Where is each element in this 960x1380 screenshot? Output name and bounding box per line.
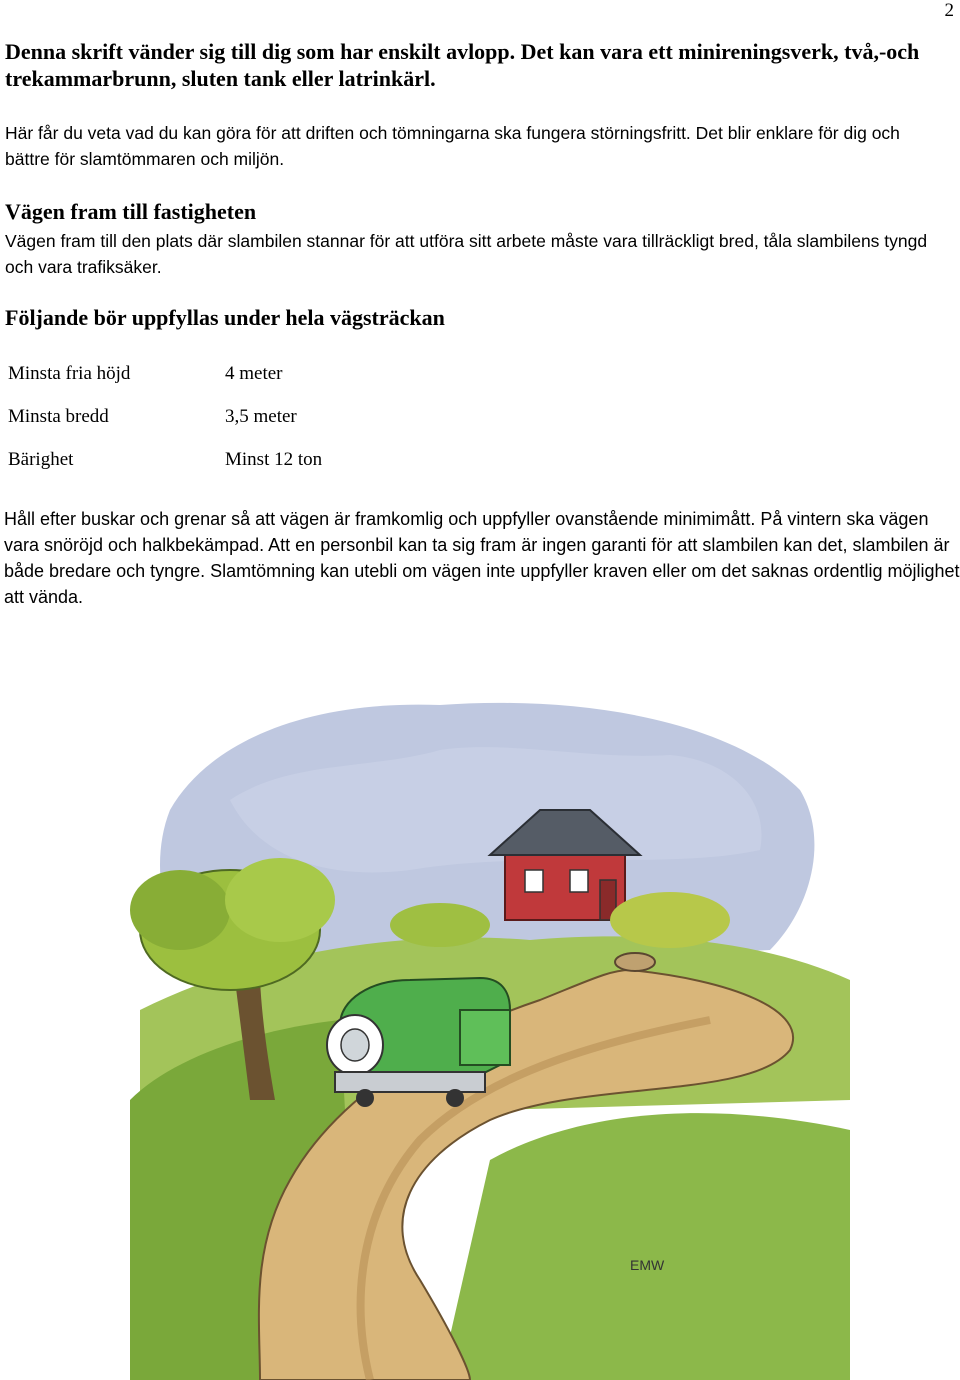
table-row xyxy=(8,363,322,406)
requirement-label: Minsta bredd xyxy=(8,406,109,427)
requirement-value: 4 meter xyxy=(225,363,283,384)
bush xyxy=(390,903,490,947)
tank-truck xyxy=(327,978,510,1107)
road-truck-illustration xyxy=(110,680,870,1380)
well-cover xyxy=(615,953,655,971)
intro-paragraph: Här får du veta vad du kan göra för att driften och tömningarna ska fungera störningsfritt. Det blir enklare för dig och bättre för slamtömmaren och miljön. xyxy=(5,123,900,169)
table-row xyxy=(8,406,322,449)
road-section-title: Vägen fram till fastigheten xyxy=(5,199,257,224)
intro-heading: Denna skrift vänder sig till dig som har enskilt avlopp. Det kan vara ett minireningsverk, två,-och trekammarbrunn, sluten tank eller latrinkärl. xyxy=(5,39,920,91)
requirement-label: Bärighet xyxy=(8,449,74,470)
requirement-value: 3,5 meter xyxy=(225,406,297,427)
table-row xyxy=(8,449,322,492)
road-section-paragraph: Vägen fram till den plats där slambilen stannar för att utföra sitt arbete måste vara tillräckligt bred, tåla slambilens tyngd och vara trafiksäker. xyxy=(5,231,928,277)
requirements-table xyxy=(8,363,322,492)
artist-signature: EMW xyxy=(630,1257,665,1273)
requirement-label: Minsta fria höjd xyxy=(8,363,131,384)
right-grass xyxy=(440,1113,850,1380)
closing-paragraph: Håll efter buskar och grenar så att vägen är framkomlig och uppfyller ovanstående minimimått. På vintern ska vägen vara snöröjd och halkbekämpad. Att en personbil kan ta sig fram är ingen garanti för att slambilen kan det, slambilen är både bredare och tyngre. Slamtömning kan utebli om vägen inte uppfyller kraven eller om det saknas ordentlig möjlighet att vända. xyxy=(4,509,960,607)
requirements-title: Följande bör uppfyllas under hela vägsträckan xyxy=(5,305,445,330)
page-number: 2 xyxy=(944,0,954,21)
requirement-value: Minst 12 ton xyxy=(225,449,323,470)
bush xyxy=(610,892,730,948)
